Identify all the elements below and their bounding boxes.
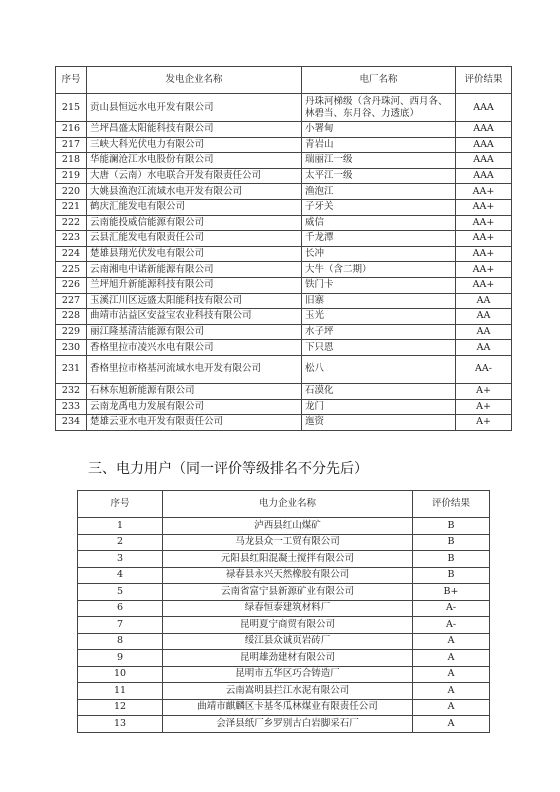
table-row — [56, 199, 512, 215]
table-row — [78, 716, 490, 733]
table-row — [78, 666, 490, 683]
section-heading: 三、电力用户（同一评价等级排名不分先后） — [88, 461, 368, 477]
table-row — [78, 551, 490, 568]
row-no: 6 — [78, 600, 163, 617]
row-grade: A- — [413, 600, 490, 617]
row-no: 7 — [78, 617, 163, 634]
row-no: 233 — [56, 399, 87, 415]
row-company: 鹤庆汇能发电有限公司 — [87, 199, 302, 215]
row-company: 三峡大科光伏电力有限公司 — [87, 137, 302, 153]
row-grade: AA+ — [456, 199, 512, 215]
row-company: 会泽县纸厂乡罗别古白岩脚采石厂 — [163, 716, 413, 733]
row-grade: AAA — [456, 153, 512, 169]
header-company: 电力企业名称 — [163, 491, 413, 518]
row-grade: AA+ — [456, 277, 512, 293]
user-rating-table — [77, 490, 490, 733]
table-row — [78, 534, 490, 551]
row-no: 222 — [56, 215, 87, 231]
row-no: 230 — [56, 340, 87, 356]
row-grade: A — [413, 683, 490, 700]
row-company: 楚雄云亚水电开发有限责任公司 — [87, 415, 302, 431]
table-row — [78, 650, 490, 667]
row-grade: AA+ — [456, 215, 512, 231]
table-row — [78, 699, 490, 716]
row-plant: 千龙潭 — [302, 231, 456, 247]
row-company: 泸西县红山煤矿 — [163, 518, 413, 535]
row-company: 禄春县永兴天然橡胶有限公司 — [163, 567, 413, 584]
row-no: 227 — [56, 293, 87, 309]
row-grade: AA — [456, 309, 512, 325]
row-plant: 瑞丽江一级 — [302, 153, 456, 169]
row-grade: B — [413, 518, 490, 535]
row-grade: AA — [456, 340, 512, 356]
row-company: 绥江县众诚页岩砖厂 — [163, 633, 413, 650]
row-no: 9 — [78, 650, 163, 667]
row-company: 曲靖市沾益区安益宝农业科技有限公司 — [87, 309, 302, 325]
row-company: 元阳县红阳混凝土搅拌有限公司 — [163, 551, 413, 568]
table-row — [78, 567, 490, 584]
row-plant: 迤资 — [302, 415, 456, 431]
row-company: 兰坪昌盛太阳能科技有限公司 — [87, 122, 302, 138]
row-company: 云县汇能发电有限责任公司 — [87, 231, 302, 247]
row-company: 大姚县渔泡江流域水电开发有限公司 — [87, 184, 302, 200]
table-row — [56, 122, 512, 138]
row-company: 云南省富宁县新源矿业有限公司 — [163, 584, 413, 601]
header-no: 序号 — [56, 67, 87, 94]
row-company: 大唐（云南）水电联合开发有限责任公司 — [87, 168, 302, 184]
row-plant: 青岩山 — [302, 137, 456, 153]
header-company: 发电企业名称 — [87, 67, 302, 94]
row-no: 234 — [56, 415, 87, 431]
table-row — [56, 399, 512, 415]
row-no: 228 — [56, 309, 87, 325]
table-row — [56, 383, 512, 399]
row-plant: 子牙关 — [302, 199, 456, 215]
row-company: 香格里拉市格基河流域水电开发有限公司 — [87, 355, 302, 383]
table-row — [56, 324, 512, 340]
row-grade: A — [413, 650, 490, 667]
generator-rating-table — [55, 66, 512, 431]
row-plant: 旧寨 — [302, 293, 456, 309]
table-row — [56, 293, 512, 309]
header-grade: 评价结果 — [456, 67, 512, 94]
table-row — [56, 415, 512, 431]
row-plant: 玉光 — [302, 309, 456, 325]
table-row — [56, 246, 512, 262]
table-row — [56, 355, 512, 383]
row-plant: 小署甸 — [302, 122, 456, 138]
row-plant: 铁门卡 — [302, 277, 456, 293]
table-row — [56, 215, 512, 231]
row-grade: AA+ — [456, 184, 512, 200]
table-row — [56, 184, 512, 200]
row-grade: AAA — [456, 137, 512, 153]
row-no: 220 — [56, 184, 87, 200]
row-company: 云南湘电中诺新能源有限公司 — [87, 262, 302, 278]
row-no: 225 — [56, 262, 87, 278]
row-grade: AA+ — [456, 246, 512, 262]
table-row — [56, 168, 512, 184]
row-no: 3 — [78, 551, 163, 568]
row-company: 马龙县众一工贸有限公司 — [163, 534, 413, 551]
row-no: 219 — [56, 168, 87, 184]
table-header-row — [56, 67, 512, 94]
header-grade: 评价结果 — [413, 491, 490, 518]
row-no: 4 — [78, 567, 163, 584]
row-no: 13 — [78, 716, 163, 733]
row-no: 8 — [78, 633, 163, 650]
row-company: 楚雄县翔光伏发电有限公司 — [87, 246, 302, 262]
row-company: 云南龙禹电力发展有限公司 — [87, 399, 302, 415]
row-company: 云南能投威信能源有限公司 — [87, 215, 302, 231]
row-no: 231 — [56, 355, 87, 383]
table-row — [78, 617, 490, 634]
row-company: 曲靖市麒麟区卡基冬瓜林煤业有限责任公司 — [163, 699, 413, 716]
row-no: 1 — [78, 518, 163, 535]
header-no: 序号 — [78, 491, 163, 518]
row-plant: 水子坪 — [302, 324, 456, 340]
row-plant: 威信 — [302, 215, 456, 231]
row-grade: A — [413, 699, 490, 716]
row-no: 232 — [56, 383, 87, 399]
row-grade: AA — [456, 324, 512, 340]
table-row — [56, 94, 512, 122]
table-row — [56, 340, 512, 356]
row-plant: 松八 — [302, 355, 456, 383]
row-no: 215 — [56, 94, 87, 122]
row-plant: 长冲 — [302, 246, 456, 262]
header-plant: 电厂名称 — [302, 67, 456, 94]
row-grade: AAA — [456, 94, 512, 122]
row-no: 2 — [78, 534, 163, 551]
row-grade: B — [413, 567, 490, 584]
row-no: 224 — [56, 246, 87, 262]
row-company: 绿春恒泰建筑材料厂 — [163, 600, 413, 617]
table-row — [78, 600, 490, 617]
row-grade: A- — [413, 617, 490, 634]
row-plant: 大牛（含二期） — [302, 262, 456, 278]
row-grade: AA+ — [456, 231, 512, 247]
table-row — [78, 683, 490, 700]
row-no: 218 — [56, 153, 87, 169]
row-grade: AA — [456, 293, 512, 309]
row-grade: A+ — [456, 415, 512, 431]
row-company: 昆明雄劲建材有限公司 — [163, 650, 413, 667]
row-company: 昆明夏宁商贸有限公司 — [163, 617, 413, 634]
row-company: 石林东旭新能源有限公司 — [87, 383, 302, 399]
row-no: 223 — [56, 231, 87, 247]
row-company: 丽江隆基清洁能源有限公司 — [87, 324, 302, 340]
table-row — [56, 309, 512, 325]
row-plant: 丹珠河梯级（含丹珠河、西月各、林碧当、东月谷、力透底） — [302, 94, 456, 122]
row-grade: AAA — [456, 168, 512, 184]
row-no: 226 — [56, 277, 87, 293]
row-grade: A — [413, 666, 490, 683]
table-header-row — [78, 491, 490, 518]
row-grade: AA- — [456, 355, 512, 383]
row-no: 216 — [56, 122, 87, 138]
table-row — [78, 633, 490, 650]
row-no: 11 — [78, 683, 163, 700]
row-no: 229 — [56, 324, 87, 340]
table-row — [78, 584, 490, 601]
table-row — [78, 518, 490, 535]
row-grade: B+ — [413, 584, 490, 601]
table-row — [56, 231, 512, 247]
row-no: 5 — [78, 584, 163, 601]
row-company: 香格里拉市凌兴水电有限公司 — [87, 340, 302, 356]
table-row — [56, 137, 512, 153]
table-row — [56, 262, 512, 278]
row-grade: AA+ — [456, 262, 512, 278]
row-grade: A+ — [456, 383, 512, 399]
table-row — [56, 277, 512, 293]
row-grade: A — [413, 716, 490, 733]
row-no: 12 — [78, 699, 163, 716]
row-plant: 下只恩 — [302, 340, 456, 356]
row-company: 贡山县恒远水电开发有限公司 — [87, 94, 302, 122]
row-plant: 渔泡江 — [302, 184, 456, 200]
row-company: 昆明市五华区巧合铸造厂 — [163, 666, 413, 683]
row-plant: 太平江一级 — [302, 168, 456, 184]
row-grade: A — [413, 633, 490, 650]
row-company: 华能澜沧江水电股份有限公司 — [87, 153, 302, 169]
row-grade: B — [413, 534, 490, 551]
row-grade: A+ — [456, 399, 512, 415]
table-row — [56, 153, 512, 169]
row-no: 217 — [56, 137, 87, 153]
row-plant: 龙门 — [302, 399, 456, 415]
row-grade: AAA — [456, 122, 512, 138]
row-no: 10 — [78, 666, 163, 683]
row-grade: B — [413, 551, 490, 568]
row-company: 玉溪江川区远盛太阳能科技有限公司 — [87, 293, 302, 309]
row-no: 221 — [56, 199, 87, 215]
row-company: 云南嵩明县拦江水泥有限公司 — [163, 683, 413, 700]
row-plant: 石漠化 — [302, 383, 456, 399]
row-company: 兰坪旭升新能源科技有限公司 — [87, 277, 302, 293]
